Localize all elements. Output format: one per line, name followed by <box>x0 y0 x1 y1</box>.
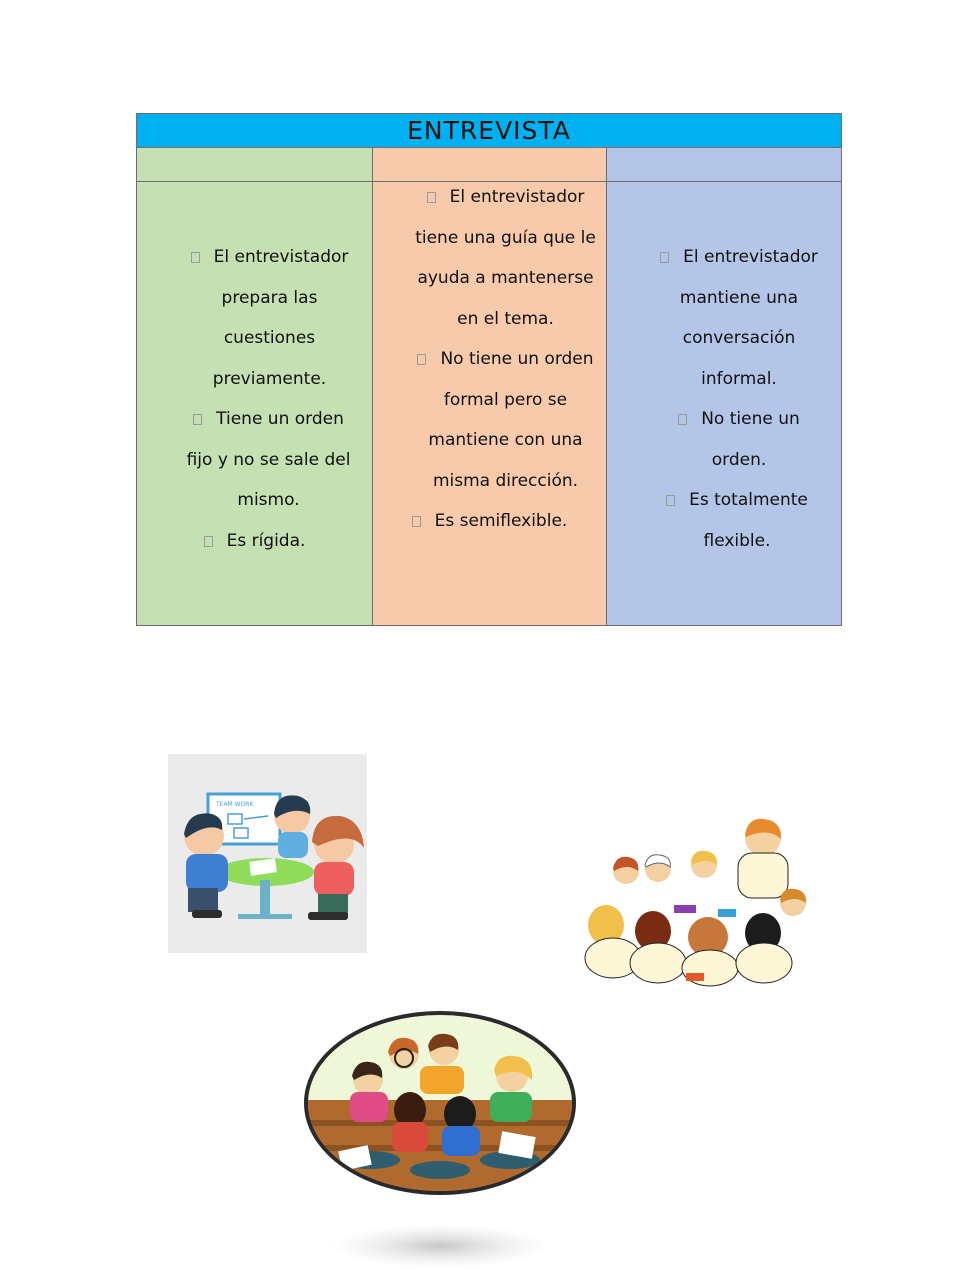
bullet-icon <box>204 536 213 547</box>
svg-text:TEAM WORK: TEAM WORK <box>216 801 254 808</box>
kids-reading-icon <box>300 1010 580 1266</box>
list-item: Es rígida. <box>137 521 372 562</box>
list-item: Tiene un orden fijo y no se sale del mismo. <box>186 409 351 510</box>
children-circle-icon <box>578 813 828 988</box>
bullet-icon <box>678 414 687 425</box>
children-sitting-in-circle-illustration <box>578 813 828 988</box>
list-item: El entrevistador tiene una guía que le ayuda a mantenerse en el tema. <box>415 187 596 329</box>
list-item: No tiene un orden. <box>607 399 841 480</box>
column-unstructured <box>607 182 841 625</box>
column-structured <box>137 182 372 625</box>
list-item: Es semiflexible. <box>373 501 606 542</box>
bullet-icon <box>191 252 200 263</box>
list-item: Es totalmente flexible. <box>607 480 841 561</box>
bullet-icon <box>660 252 669 263</box>
bullet-icon <box>412 516 421 527</box>
table-title: ENTREVISTA <box>137 114 841 148</box>
bullet-icon <box>193 414 202 425</box>
list-item: El entrevistador mantiene una conversación informal. <box>607 237 841 399</box>
teamwork-icon <box>168 754 367 953</box>
bullet-icon <box>666 495 675 506</box>
entrevista-table <box>136 113 842 626</box>
bullet-icon <box>427 192 436 203</box>
students-at-table-illustration <box>168 754 367 953</box>
kids-reading-in-circle-illustration <box>300 1010 580 1266</box>
column-semistructured <box>372 182 607 625</box>
list-item: No tiene un orden formal pero se mantiene con una misma dirección. <box>373 339 606 501</box>
list-item: El entrevistador prepara las cuestiones previamente. <box>137 237 372 399</box>
header-cell-1 <box>137 148 372 182</box>
bullet-icon <box>417 354 426 365</box>
header-cell-3 <box>607 148 841 182</box>
